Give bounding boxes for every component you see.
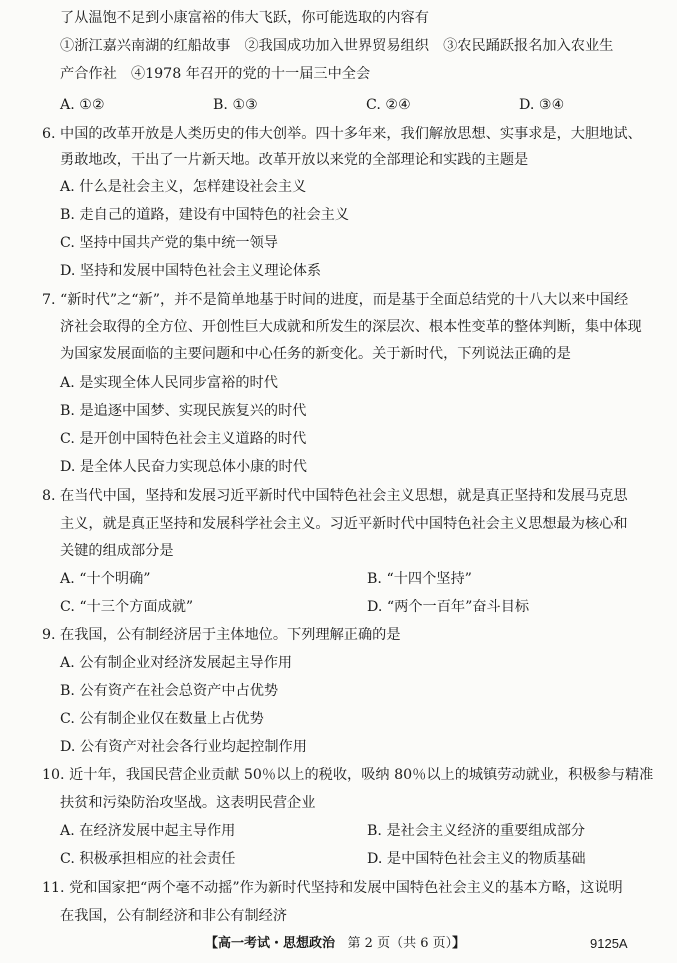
q8-option-a[interactable]: A. “十个明确” [60, 571, 151, 587]
q5-option-a[interactable]: A. ①② [60, 97, 105, 113]
q6-option-d[interactable]: D. 坚持和发展中国特色社会主义理论体系 [60, 263, 322, 279]
q7-stem-line3: 为国家发展面临的主要问题和中心任务的新变化。关于新时代，下列说法正确的是 [60, 346, 571, 362]
q7-stem-line2: 济社会取得的全方位、开创性巨大成就和所发生的深层次、根本性变革的整体判断，集中体现 [60, 319, 642, 335]
footer-exam-code: 9125A [590, 936, 628, 951]
q5-stem-continuation: 了从温饱不足到小康富裕的伟大飞跃，你可能选取的内容有 [60, 10, 429, 26]
q7-option-c[interactable]: C. 是开创中国特色社会主义道路的时代 [60, 431, 307, 447]
q10-option-a[interactable]: A. 在经济发展中起主导作用 [60, 823, 236, 839]
q5-items-line1: ①浙江嘉兴南湖的红船故事 ②我国成功加入世界贸易组织 ③农民踊跃报名加入农业生 [60, 38, 614, 54]
q8-stem-line2: 主义，就是真正坚持和发展科学社会主义。习近平新时代中国特色社会主义思想最为核心和 [60, 516, 628, 532]
q9-option-c[interactable]: C. 公有制企业仅在数量上占优势 [60, 711, 264, 727]
q10-stem-line2: 扶贫和污染防治攻坚战。这表明民营企业 [60, 795, 316, 811]
q7-stem-line1: 7. “新时代”之“新”，并不是简单地基于时间的进度，而是基于全面总结党的十八大以来中国经 [42, 292, 629, 308]
q8-stem-line1: 8. 在当代中国，坚持和发展习近平新时代中国特色社会主义思想，就是真正坚持和发展马克思 [42, 488, 628, 504]
q9-option-d[interactable]: D. 公有资产对社会各行业均起控制作用 [60, 739, 307, 755]
footer-exam-title: 【高一考试・思想政治 [205, 936, 336, 951]
footer-page-number: 第 2 页（共 6 页） [347, 936, 453, 951]
q6-stem-line1: 6. 中国的改革开放是人类历史的伟大创举。四十多年来，我们解放思想、实事求是，大胆地试、 [42, 126, 642, 142]
q10-option-c[interactable]: C. 积极承担相应的社会责任 [60, 851, 236, 867]
q6-stem-line2: 勇敢地改，干出了一片新天地。改革开放以来党的全部理论和实践的主题是 [60, 152, 529, 168]
q9-option-a[interactable]: A. 公有制企业对经济发展起主导作用 [60, 655, 293, 671]
q5-option-d[interactable]: D. ③④ [519, 97, 565, 113]
q6-option-b[interactable]: B. 走自己的道路，建设有中国特色的社会主义 [60, 207, 350, 223]
q7-option-b[interactable]: B. 是追逐中国梦、实现民族复兴的时代 [60, 403, 307, 419]
q9-option-b[interactable]: B. 公有资产在社会总资产中占优势 [60, 683, 279, 699]
q5-option-b[interactable]: B. ①③ [213, 97, 258, 113]
q11-stem-line2: 在我国，公有制经济和非公有制经济 [60, 908, 288, 924]
q5-items-line2: 产合作社 ④1978 年召开的党的十一届三中全会 [60, 66, 371, 82]
q6-option-a[interactable]: A. 什么是社会主义，怎样建设社会主义 [60, 179, 307, 195]
q9-stem-line1: 9. 在我国，公有制经济居于主体地位。下列理解正确的是 [42, 627, 401, 643]
q8-option-c[interactable]: C. “十三个方面成就” [60, 599, 194, 615]
q10-option-d[interactable]: D. 是中国特色社会主义的物质基础 [367, 851, 586, 867]
q7-option-d[interactable]: D. 是全体人民奋力实现总体小康的时代 [60, 459, 307, 475]
q11-stem-line1: 11. 党和国家把“两个毫不动摇”作为新时代坚持和发展中国特色社会主义的基本方略，这说明 [42, 880, 623, 896]
q8-option-b[interactable]: B. “十四个坚持” [367, 571, 472, 587]
q8-stem-line3: 关键的组成部分是 [60, 543, 174, 559]
q5-option-c[interactable]: C. ②④ [366, 97, 411, 113]
q7-option-a[interactable]: A. 是实现全体人民同步富裕的时代 [60, 375, 278, 391]
q10-stem-line1: 10. 近十年，我国民营企业贡献 50％以上的税收，吸纳 80％以上的城镇劳动就业，积极参与精准 [42, 767, 654, 783]
q6-option-c[interactable]: C. 坚持中国共产党的集中统一领导 [60, 235, 278, 251]
footer-title-group [205, 935, 465, 953]
q10-option-b[interactable]: B. 是社会主义经济的重要组成部分 [367, 823, 586, 839]
footer-bracket-close: 】 [452, 936, 466, 951]
q8-option-d[interactable]: D. “两个一百年”奋斗目标 [367, 599, 530, 615]
